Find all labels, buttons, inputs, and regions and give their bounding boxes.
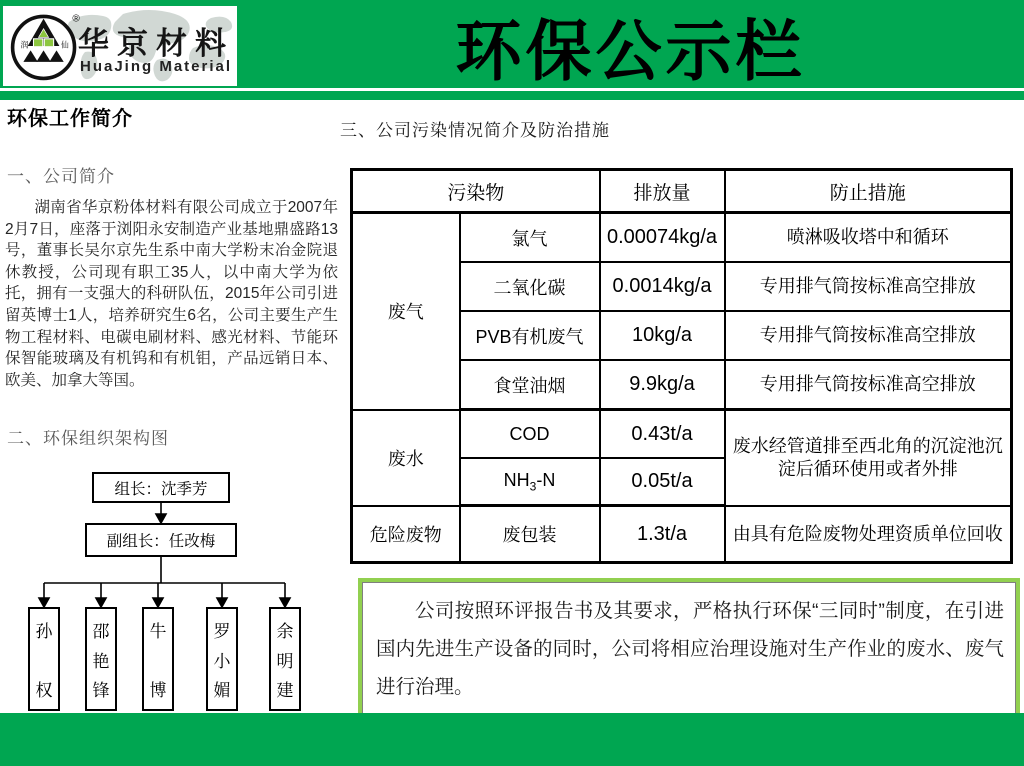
measure-cell: 由具有危险废物处理资质单位回收 xyxy=(725,506,1012,563)
amount-cell: 0.05t/a xyxy=(600,458,725,506)
pollutant-cell: 氯气 xyxy=(460,213,600,263)
page-title: 环保公示栏 xyxy=(455,11,806,90)
col-header-pollutant: 污染物 xyxy=(352,170,600,213)
table-row xyxy=(352,506,1012,563)
huajing-logo-icon xyxy=(9,10,81,82)
org-member-box: 罗 小 媚 xyxy=(206,607,238,711)
category-cell: 废水 xyxy=(352,410,460,506)
pollution-table xyxy=(350,168,1013,564)
org-member-box: 邵 艳 锋 xyxy=(85,607,117,711)
brand-name-cn: 华京材料 xyxy=(78,26,234,62)
section2-title: 二、环保组织架构图 xyxy=(7,429,169,448)
measure-cell: 喷淋吸收塔中和循环 xyxy=(725,213,1012,263)
policy-note-box: 公司按照环评报告书及其要求，严格执行环保“三同时”制度，在引进国内先进生产设备的同时，公司将相应治理设施对生产作业的废水、废气进行治理。 xyxy=(358,578,1020,720)
table-row xyxy=(352,213,1012,263)
amount-cell: 9.9kg/a xyxy=(600,360,725,410)
company-intro-paragraph: 湖南省华京粉体材料有限公司成立于2007年2月7日，座落于浏阳永安制造产业基地鼎盛路13号，董事长吴尔京先生系中南大学粉末冶金院退休教授，公司现有职工35人，以中南大学为依托，拥有一支强大的科研队伍，2015年公司引进留英博士1人，培养研究生6名，公司主要生产生物工程材料、电碳电刷材料、感光材料、节能环保智能玻璃及有机钨和有机钼，产品远销日本、欧美、加拿大等国。 xyxy=(5,199,338,389)
pollutant-cell: 二氧化碳 xyxy=(460,262,600,311)
measure-cell: 专用排气筒按标准高空排放 xyxy=(725,262,1012,311)
brand-name-en: HuaJing Material xyxy=(79,58,233,75)
measure-cell: 废水经管道排至西北角的沉淀池沉淀后循环使用或者外排 xyxy=(725,410,1012,506)
org-member-box: 孙 权 xyxy=(28,607,60,711)
footer-green-band xyxy=(0,713,1024,766)
org-member-box: 牛 博 xyxy=(142,607,174,711)
measure-cell: 专用排气筒按标准高空排放 xyxy=(725,360,1012,410)
seal-char-right: 仙 xyxy=(60,40,69,50)
measure-cell: 专用排气筒按标准高空排放 xyxy=(725,311,1012,360)
section1-title: 一、公司简介 xyxy=(7,167,115,186)
company-logo xyxy=(3,6,237,86)
amount-cell: 10kg/a xyxy=(600,311,725,360)
amount-cell: 0.43t/a xyxy=(600,410,725,459)
pollutant-cell: 食堂油烟 xyxy=(460,360,600,410)
pollutant-cell: 废包装 xyxy=(460,506,600,563)
amount-cell: 1.3t/a xyxy=(600,506,725,563)
table-header-row xyxy=(352,170,1012,213)
amount-cell: 0.00074kg/a xyxy=(600,213,725,263)
org-leader-box: 组长：沈季芳 xyxy=(92,472,230,503)
pollutant-cell: $NH_3-N$ xyxy=(460,458,600,506)
pollutant-cell: PVB有机废气 xyxy=(460,311,600,360)
table-row xyxy=(352,410,1012,459)
registered-mark: ® xyxy=(72,13,80,25)
category-cell: 危险废物 xyxy=(352,506,460,563)
left-column-heading: 环保工作简介 xyxy=(7,106,133,130)
right-column-heading: 三、公司污染情况简介及防治措施 xyxy=(340,121,610,140)
org-member-box: 余 明 建 xyxy=(269,607,301,711)
category-cell: 废气 xyxy=(352,213,460,410)
pollutant-cell: COD xyxy=(460,410,600,459)
col-header-amount: 排放量 xyxy=(600,170,725,213)
org-chart xyxy=(0,460,340,710)
amount-cell: 0.0014kg/a xyxy=(600,262,725,311)
seal-char-left: 润 xyxy=(20,40,29,50)
org-deputy-box: 副组长：任改梅 xyxy=(85,523,237,557)
col-header-measure: 防止措施 xyxy=(725,170,1012,213)
